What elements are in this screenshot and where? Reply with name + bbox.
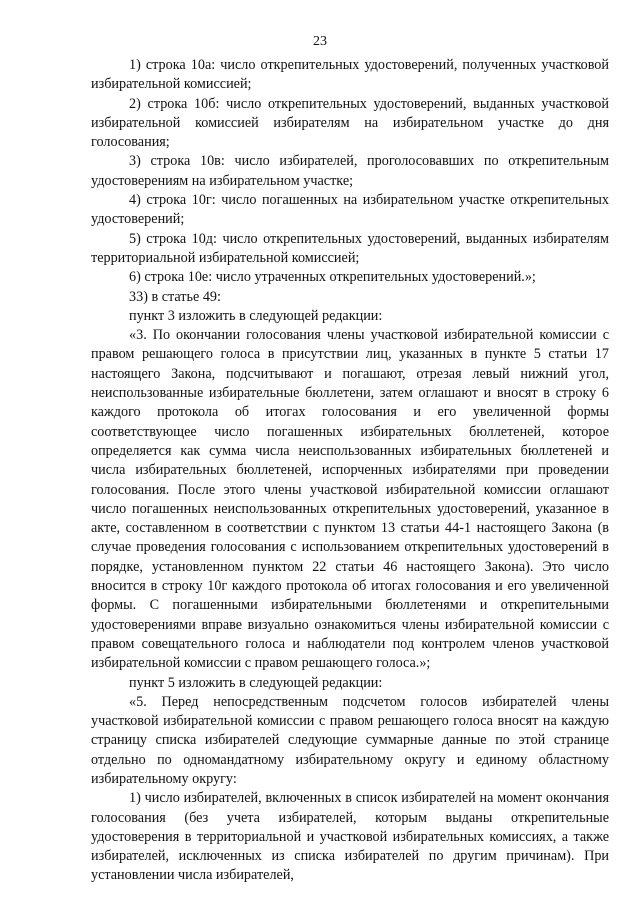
paragraph-point-5-text: «5. Перед непосредственным подсчетом голосов избирателей члены участковой избирательной комиссии с правом решающего голоса вносят на каждую страницу списка избирателей следующие суммарные данные по этой странице отдельно по одномандатному избирательному округу и единому областному избирательному округу: — [91, 693, 609, 787]
paragraph-point-3-text: «3. По окончании голосования члены участковой избирательной комиссии с правом решающего голоса в присутствии лиц, указанных в пункте 5 статьи 17 настоящего Закона, подсчитывают и погашают, отрезая левый нижний угол, неиспользованные избирательные бюллетени, затем оглашают и вносят в строку 6 каждого протокола об итогах голосования и его увеличенной формы соответствующее число погашенных избирательных бюллетеней, которое определяется как сумма числа неиспользованных избирательных бюллетеней и числа избирательных бюллетеней, испорченных избирателями при проведении голосования. После этого члены участковой избирательной комиссии оглашают число погашенных неиспользованных открепительных удостоверений, указанное в акте, составленном в соответствии с пунктом 13 статьи 44-1 настоящего Закона (в случае проведения голосования с использованием открепительных удостоверений в порядке, установленном пунктом 22 статьи 46 настоящего Закона). Это число вносится в строку 10г каждого протокола об итогах голосования и его увеличенной формы. С погашенными избирательными бюллетенями и открепительными удостоверениями вправе визуально ознакомиться члены избирательной комиссии с правом совещательного голоса и наблюдатели под контролем членов участковой избирательной комиссии с правом решающего голоса.»; — [91, 327, 609, 672]
paragraph-line-10e: 6) строка 10е: число утраченных открепительных удостоверений.»; — [129, 269, 536, 286]
paragraph-item-33: 33) в статье 49: — [129, 288, 221, 305]
page-number: 23 — [313, 34, 327, 49]
paragraph-subitem-1: 1) число избирателей, включенных в список избирателей на момент окончания голосования (без учета избирателей, которым выданы открепительные удостоверения в территориальной и участковой избирательных комиссиях, а также избирателей, исключенных из списка избирателей по другим причинам). При установлении числа избирателей, — [91, 790, 609, 884]
paragraph-line-10a: 1) строка 10а: число открепительных удостоверений, полученных участковой избирательной комиссией; — [91, 57, 609, 93]
paragraph-line-10d: 5) строка 10д: число открепительных удостоверений, выданных избирателям территориальной избирательной комиссией; — [91, 230, 609, 266]
paragraph-point-5-intro: пункт 5 изложить в следующей редакции: — [129, 674, 383, 691]
document-body — [91, 56, 609, 886]
paragraph-line-10v: 3) строка 10в: число избирателей, проголосовавших по открепительным удостоверениям на избирательном участке; — [91, 153, 609, 189]
paragraph-line-10b: 2) строка 10б: число открепительных удостоверений, выданных участковой избирательной комиссией избирателям на избирательном участке до дня голосования; — [91, 95, 609, 151]
paragraph-point-3-intro: пункт 3 изложить в следующей редакции: — [129, 307, 383, 324]
paragraph-line-10g: 4) строка 10г: число погашенных на избирательном участке открепительных удостоверений; — [91, 192, 609, 228]
